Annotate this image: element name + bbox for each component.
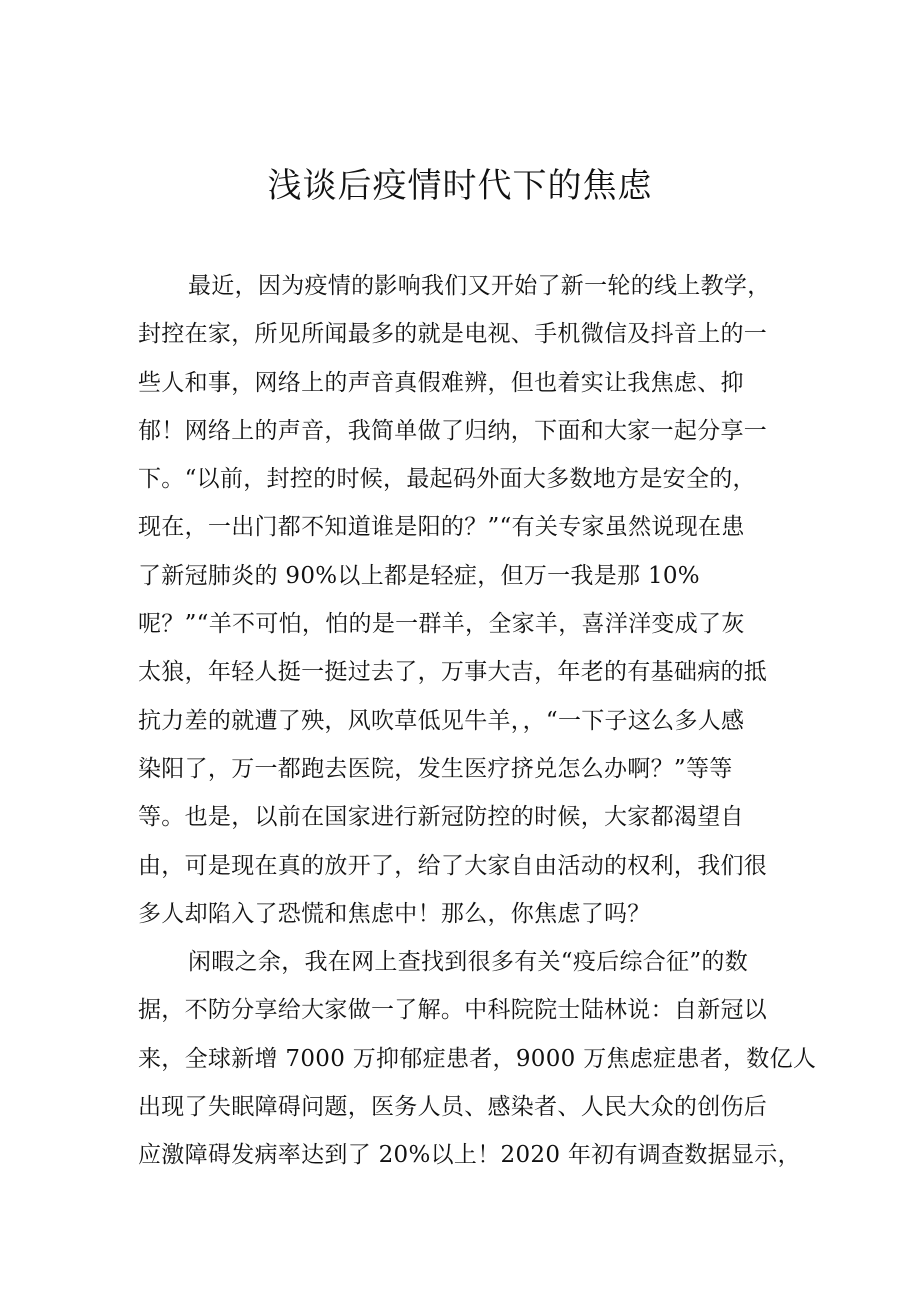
paragraph-line: 闲暇之余，我在网上查找到很多有关“疫后综合征”的数 bbox=[188, 949, 749, 976]
paragraph-line: 等。也是，以前在国家进行新冠防控的时候，大家都渴望自 bbox=[138, 804, 744, 831]
paragraph-line: 下。“以前，封控的时候，最起码外面大多数地方是安全的， bbox=[138, 466, 756, 493]
paragraph-line: 现在，一出门都不知道谁是阳的？”“有关专家虽然说现在患 bbox=[138, 514, 745, 541]
paragraph-line: 据，不防分享给大家做一了解。中科院院士陆林说：自新冠以 bbox=[138, 997, 768, 1024]
paragraph-line: 多人却陷入了恐慌和焦虑中！那么，你焦虑了吗？ bbox=[138, 900, 651, 927]
paragraph-line: 了新冠肺炎的 90%以上都是轻症，但万一我是那 10% bbox=[138, 562, 700, 589]
paragraph-line: 些人和事，网络上的声音真假难辨，但也着实让我焦虑、抑 bbox=[138, 369, 744, 396]
paragraph-line: 出现了失眠障碍问题，医务人员、感染者、人民大众的创伤后 bbox=[138, 1094, 768, 1121]
paragraph-line: 郁！网络上的声音，我简单做了归纳，下面和大家一起分享一 bbox=[138, 417, 768, 444]
paragraph-line: 染阳了，万一都跑去医院，发生医疗挤兑怎么办啊？”等等 bbox=[138, 755, 733, 782]
paragraph-line: 抗力差的就遭了殃，风吹草低见牛羊，，“一下子这么多人感 bbox=[138, 707, 745, 734]
paragraph-line: 太狼，年轻人挺一挺过去了，万事大吉，年老的有基础病的抵 bbox=[138, 659, 768, 686]
paragraph-line: 封控在家，所见所闻最多的就是电视、手机微信及抖音上的一 bbox=[138, 321, 768, 348]
paragraph-line: 由，可是现在真的放开了，给了大家自由活动的权利，我们很 bbox=[138, 852, 768, 879]
document-title: 浅谈后疫情时代下的焦虑 bbox=[267, 166, 653, 206]
document-body bbox=[138, 262, 817, 1180]
paragraph-line: 来，全球新增 7000 万抑郁症患者，9000 万焦虑症患者，数亿人 bbox=[138, 1045, 817, 1072]
paragraph-line: 应激障碍发病率达到了 20%以上！2020 年初有调查数据显示， bbox=[138, 1142, 801, 1169]
paragraph-line: 呢？”“羊不可怕，怕的是一群羊，全家羊，喜洋洋变成了灰 bbox=[138, 611, 745, 638]
paragraph-line: 最近，因为疫情的影响我们又开始了新一轮的线上教学， bbox=[188, 273, 771, 299]
